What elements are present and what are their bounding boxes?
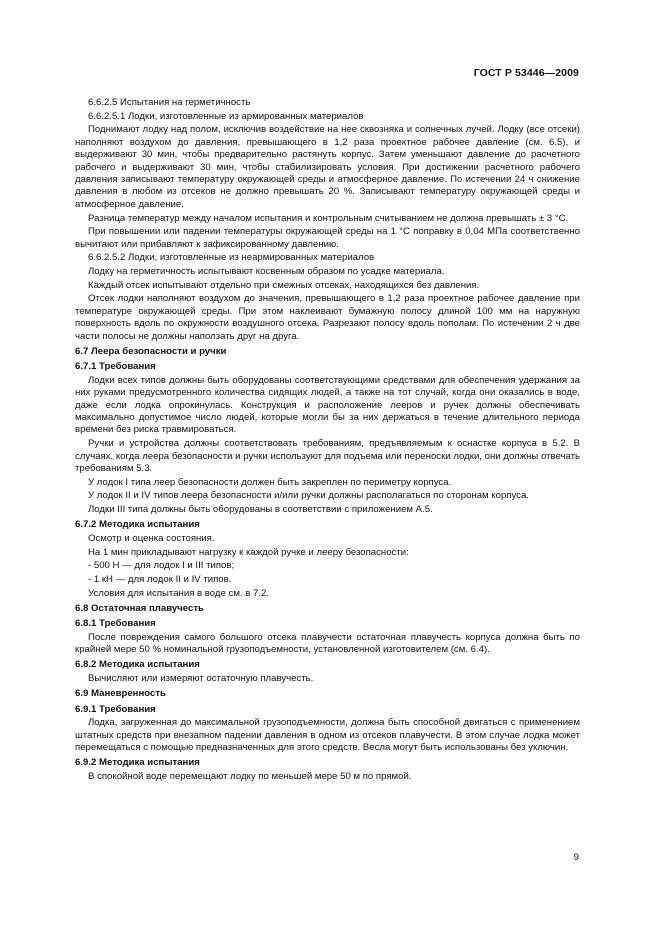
paragraph: Лодку на герметичность испытывают косвенным образом по усадке материала. <box>88 266 445 278</box>
paragraph: Вычисляют или измеряют остаточную плавучесть. <box>88 673 314 685</box>
subsection-title: 6.6.2.5.2 Лодки, изготовленные из неармированных материалов <box>88 252 375 264</box>
paragraph: Разница температур между началом испытания и контрольным считыванием не должна превышать ± 3 °С. <box>88 212 569 224</box>
body-text <box>75 97 580 785</box>
section-title: 6.6.2.5 Испытания на герметичность <box>88 97 251 108</box>
subsection-heading: 6.8.1 Требования <box>75 618 156 630</box>
paragraph: Осмотр и оценка состояния. <box>88 532 215 544</box>
subsection-heading: 6.9.2 Методика испытания <box>75 757 200 769</box>
section-heading: 6.7 Леера безопасности и ручки <box>75 345 227 357</box>
paragraph: Лодка, загруженная до максимальной грузоподъемности, должна быть способной двигаться с применением штатных средств при внезапном падении давления в одном из отсеков плавучести. В этом случае лодка может перемещаться с помощью предназначенных для этого средств. Весла могут быть использованы без уключин. <box>75 717 580 754</box>
paragraph: Лодки III типа должны быть оборудованы в соответствии с приложением А.5. <box>88 504 433 516</box>
paragraph: Условия для испытания в воде см. в 7.2. <box>88 587 270 599</box>
paragraph: У лодок I типа леер безопасности должен быть закреплен по периметру корпуса. <box>88 476 452 488</box>
paragraph: После повреждения самого большого отсека плавучести остаточная плавучесть корпуса должна быть по крайней мере 50 % номинальной грузоподъемности, установленной изготовителем (см. 6.4). <box>75 631 580 656</box>
paragraph: Ручки и устройства должны соответствовать требованиям, предъявляемым к оснастке корпуса в 5.2. В случаях, когда леера безопасности и ручки используют для подъема или переноски лодки, они должны отвечать требованиям 5.3. <box>75 438 580 474</box>
subsection-heading: 6.7.1 Требования <box>75 361 156 373</box>
paragraph: При повышении или падении температуры окружающей среды на 1 °С поправку в 0,04 МПа соответственно вычитают или прибавляют к зафиксированному давлению. <box>75 226 580 250</box>
subsection-heading: 6.8.2 Методика испытания <box>75 659 200 671</box>
document-id-header: ГОСТ Р 53446—2009 <box>473 67 579 79</box>
subsection-heading: 6.9.1 Требования <box>75 703 156 715</box>
paragraph: У лодок II и IV типов леера безопасности и/или ручки должны располагаться по сторонам корпуса. <box>88 490 529 502</box>
list-item: - 1 кН — для лодок II и IV типов. <box>88 574 232 586</box>
paragraph: Поднимают лодку над полом, исключив воздействие на нее сквозняка и солнечных лучей. Лодку (все отсеки) наполняют воздухом до давления, превышающего в 1,2 раза проектное рабочее давление (см. 6.5), и выдерживают 30 мин, чтобы предварительно растянуть корпус. Затем уменьшают давление до расчетного рабочего и выдерживают 30 мин, чтобы стабилизировать условия. При достижении расчетного рабочего давления записывают температуру окружающей среды и атмосферное давление. По истечении 24 ч снижение давления в любом из отсеков не должно превышать 20 %. Записывают температуру окружающей среды и атмосферное давление. <box>75 124 580 210</box>
subsection-heading: 6.7.2 Методика испытания <box>75 519 200 531</box>
subsection-title: 6.6.2.5.1 Лодки, изготовленные из армированных материалов <box>88 110 364 122</box>
list-item: - 500 Н — для лодок I и III типов; <box>88 560 235 572</box>
page-number: 9 <box>573 852 579 863</box>
paragraph: Каждый отсек испытывают отдельно при смежных отсеках, находящихся без давления. <box>88 279 480 291</box>
section-heading: 6.9 Маневренность <box>75 688 166 700</box>
section-heading: 6.8 Остаточная плавучесть <box>75 602 204 614</box>
paragraph: На 1 мин прикладывают нагрузку к каждой ручке и лееру безопасности: <box>88 546 409 558</box>
paragraph: Отсек лодки наполняют воздухом до значения, превышающего в 1,2 раза проектное рабочее давление при температуре окружающей среды. При этом наклеивают бумажную полосу длиной 100 мм на наружную поверхность вдоль по окружности воздушного отсека. Разрезают полосу вдоль пополам. По истечении 2 ч две части полосы не должны наползать друг на друга. <box>75 293 580 342</box>
paragraph: Лодки всех типов должны быть оборудованы соответствующими средствами для обеспечения удержания за них руками предусмотренного количества сидящих людей, а также на тот случай, когда они оказались в воде, даже если лодка опрокинулась. Конструкция и расположение лееров и ручек должны обеспечивать максимально допустимое число людей, которые могли бы за них держаться в течение длительного периода времени без риска травмироваться. <box>75 374 580 436</box>
paragraph: В спокойной воде перемещают лодку по меньшей мере 50 м по прямой. <box>88 771 412 783</box>
